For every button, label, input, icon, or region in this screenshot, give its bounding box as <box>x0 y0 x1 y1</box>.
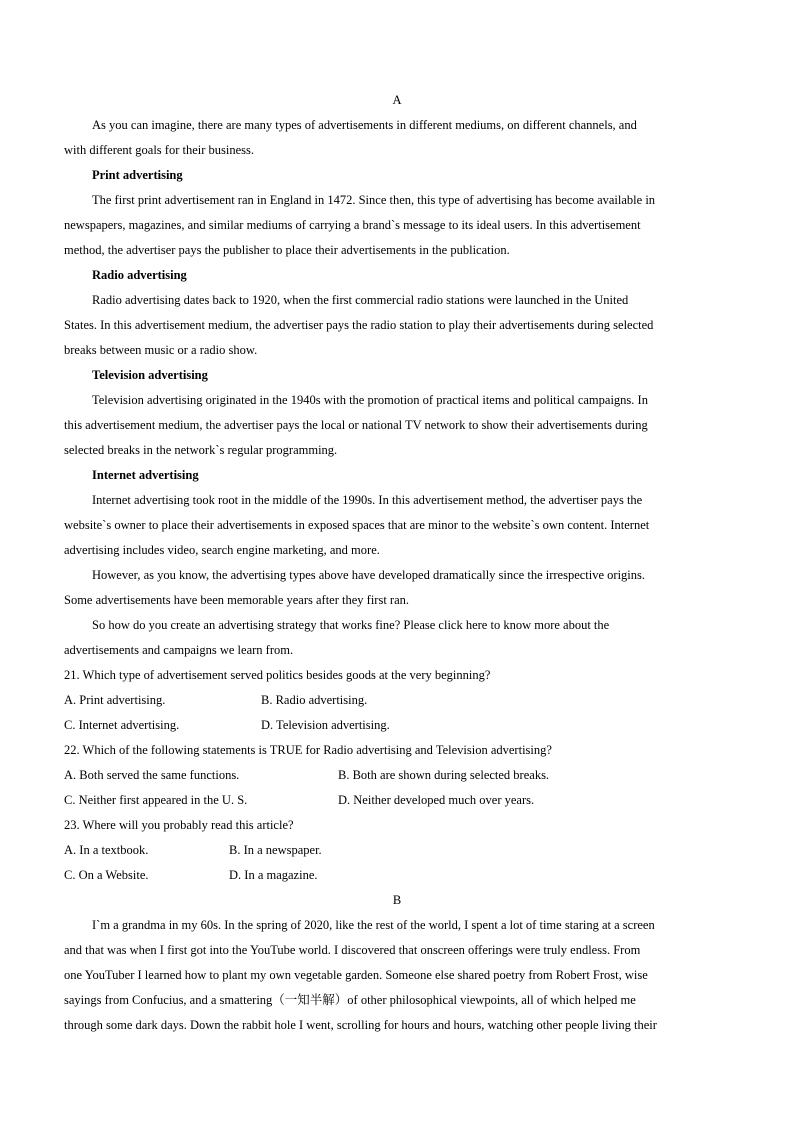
option-d: D. Neither developed much over years. <box>338 793 535 807</box>
paragraph-line: So how do you create an advertising strategy that works fine? Please click here to know more about the <box>92 618 610 632</box>
option-b: B. Radio advertising. <box>261 693 368 707</box>
section-b-label: B <box>392 893 402 907</box>
subsection-print-advertising <box>64 163 730 263</box>
paragraph-line: website`s owner to place their advertisements in exposed spaces that are minor to the website`s own content. Internet <box>64 518 650 532</box>
option-c: C. Neither first appeared in the U. S. <box>64 793 248 807</box>
question-22 <box>64 738 730 813</box>
paragraph-line: selected breaks in the network`s regular programming. <box>64 443 338 457</box>
question-stem: 21. Which type of advertisement served politics besides goods at the very beginning? <box>64 668 491 682</box>
paragraph-line: through some dark days. Down the rabbit hole I went, scrolling for hours and hours, watching other people living their <box>64 1018 657 1032</box>
option-b: B. In a newspaper. <box>229 843 322 857</box>
option-row <box>64 863 730 888</box>
paragraph-line: However, as you know, the advertising types above have developed dramatically since the irrespective origins. <box>92 568 646 582</box>
option-b: B. Both are shown during selected breaks. <box>338 768 550 782</box>
paragraph-line: one YouTuber I learned how to plant my own vegetable garden. Someone else shared poetry from Robert Frost, wise <box>64 968 648 982</box>
question-21 <box>64 663 730 738</box>
paragraph-line: Television advertising originated in the 1940s with the promotion of practical items and political campaigns. In <box>92 393 648 407</box>
option-row <box>64 788 730 813</box>
paragraph-line: Internet advertising took root in the middle of the 1990s. In this advertisement method, the advertiser pays the <box>92 493 643 507</box>
option-row <box>64 713 730 738</box>
subsection-heading: Radio advertising <box>92 268 187 282</box>
option-row <box>64 763 730 788</box>
section-a-label: A <box>392 93 402 107</box>
paragraph-line: Some advertisements have been memorable years after they first ran. <box>64 593 410 607</box>
subsection-television-advertising <box>64 363 730 463</box>
paragraph-line: method, the advertiser pays the publisher to place their advertisements in the publication. <box>64 243 510 257</box>
paragraph-line: sayings from Confucius, and a smattering（一知半解）of other philosophical viewpoints, all of which helped me <box>64 993 636 1007</box>
paragraph-line: The first print advertisement ran in England in 1472. Since then, this type of advertising has become available in <box>92 193 656 207</box>
option-d: D. In a magazine. <box>229 868 318 882</box>
option-a: A. Both served the same functions. <box>64 768 240 782</box>
option-d: D. Television advertising. <box>261 718 390 732</box>
paragraph-line: I`m a grandma in my 60s. In the spring of 2020, like the rest of the world, I spent a lot of time staring at a screen <box>92 918 655 932</box>
paragraph-line: and that was when I first got into the YouTube world. I discovered that onscreen offerings were truly endless. From <box>64 943 641 957</box>
paragraph-line: breaks between music or a radio show. <box>64 343 258 357</box>
option-a: A. In a textbook. <box>64 843 149 857</box>
option-c: C. Internet advertising. <box>64 718 180 732</box>
subsection-radio-advertising <box>64 263 730 363</box>
paragraph-line: States. In this advertisement medium, the advertiser pays the radio station to play their advertisements during selected <box>64 318 654 332</box>
question-stem: 23. Where will you probably read this article? <box>64 818 294 832</box>
paragraph-line: advertising includes video, search engine marketing, and more. <box>64 543 380 557</box>
subsection-heading: Television advertising <box>92 368 208 382</box>
paragraph-line: As you can imagine, there are many types of advertisements in different mediums, on different channels, and <box>92 118 637 132</box>
subsection-internet-advertising <box>64 463 730 563</box>
paragraph-line: newspapers, magazines, and similar mediums of carrying a brand`s message to its ideal users. In this advertisement <box>64 218 641 232</box>
paragraph-line: with different goals for their business. <box>64 143 255 157</box>
option-c: C. On a Website. <box>64 868 149 882</box>
question-23 <box>64 813 730 888</box>
question-stem: 22. Which of the following statements is TRUE for Radio advertising and Television advertising? <box>64 743 552 757</box>
page-content <box>64 88 730 1038</box>
subsection-heading: Print advertising <box>92 168 183 182</box>
section-a-closing <box>64 563 730 663</box>
section-b-paragraph <box>64 913 730 1038</box>
paragraph-line: advertisements and campaigns we learn from. <box>64 643 294 657</box>
subsection-heading: Internet advertising <box>92 468 199 482</box>
option-row <box>64 838 730 863</box>
paragraph-line: Radio advertising dates back to 1920, when the first commercial radio stations were launched in the United <box>92 293 629 307</box>
option-row <box>64 688 730 713</box>
paragraph-line: this advertisement medium, the advertiser pays the local or national TV network to show their advertisements during <box>64 418 648 432</box>
option-a: A. Print advertising. <box>64 693 166 707</box>
section-a-intro <box>64 113 730 163</box>
